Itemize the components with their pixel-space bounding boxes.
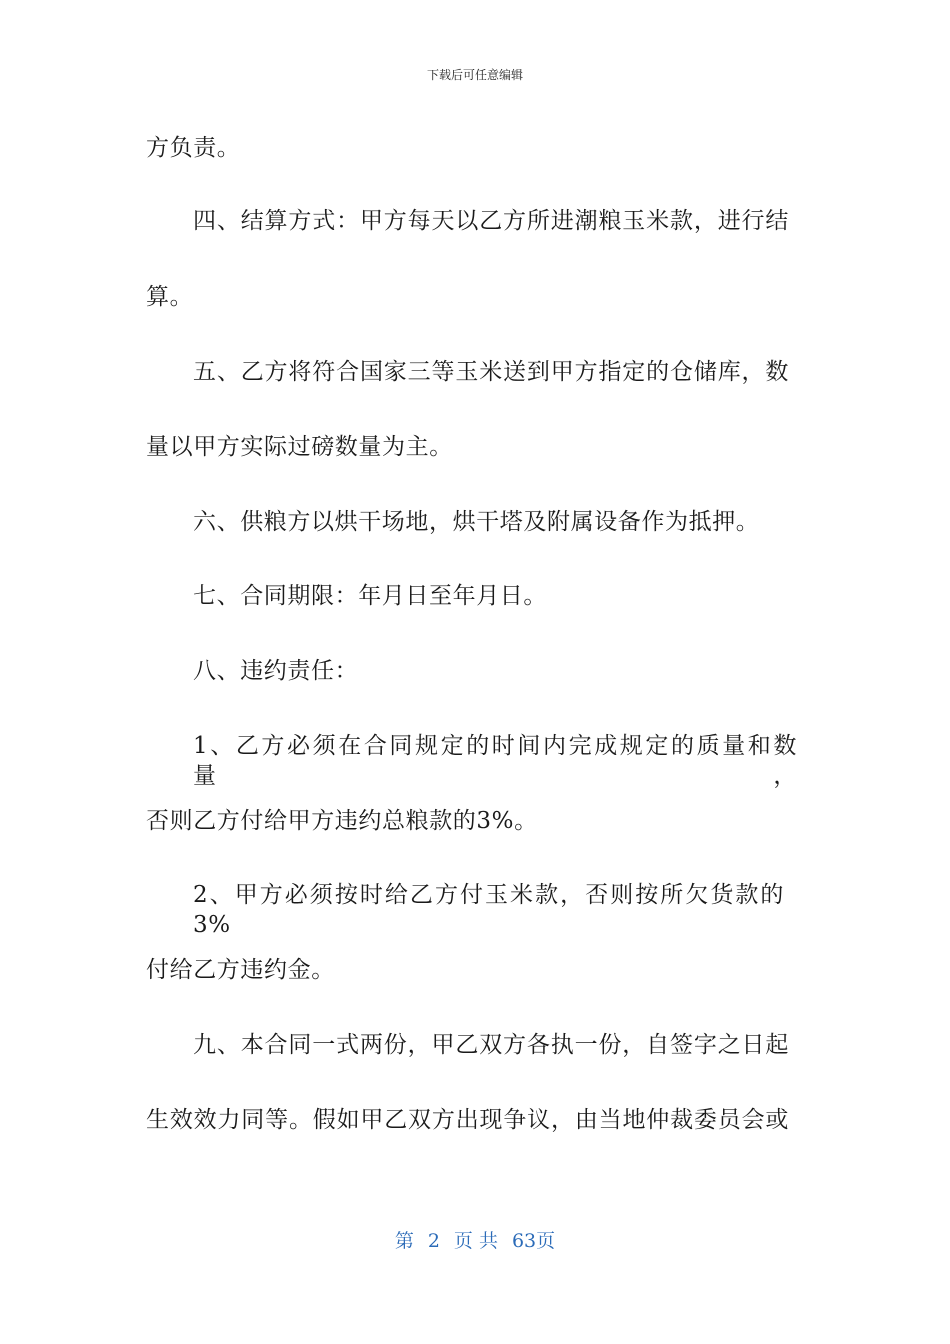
body-line: 六、供粮方以烘干场地，烘干塔及附属设备作为抵押。 [193, 509, 760, 535]
footer-total-pages: 63 [511, 1230, 537, 1252]
body-line: 方负责。 [146, 135, 241, 161]
body-line: 量以甲方实际过磅数量为主。 [146, 434, 453, 460]
footer-suffix: 页 [536, 1230, 556, 1252]
body-line: 七、合同期限：年月日至年月日。 [193, 583, 547, 609]
body-line: 生效效力同等。假如甲乙双方出现争议，由当地仲裁委员会或 [146, 1107, 789, 1133]
body-line: 2、甲方必须按时给乙方付玉米款，否则按所欠货款的3% [193, 882, 784, 938]
header-note: 下载后可任意编辑 [426, 68, 523, 82]
body-line: 算。 [146, 284, 194, 310]
footer-middle: 页 共 [453, 1230, 498, 1252]
body-line: 九、本合同一式两份，甲乙双方各执一份，自签字之日起 [193, 1032, 789, 1058]
body-line: 1、乙方必须在合同规定的时间内完成规定的质量和数量， [193, 733, 797, 789]
body-line: 四、结算方式：甲方每天以乙方所进潮粮玉米款，进行结 [193, 208, 789, 234]
body-line: 八、违约责任： [193, 658, 359, 684]
body-line: 五、乙方将符合国家三等玉米送到甲方指定的仓储库，数 [193, 359, 789, 385]
footer-prefix: 第 [394, 1230, 414, 1252]
body-line: 付给乙方违约金。 [146, 957, 335, 983]
footer-page-number: 2 [427, 1230, 440, 1252]
body-line: 否则乙方付给甲方违约总粮款的3%。 [146, 808, 538, 834]
page-footer [0, 1226, 950, 1253]
